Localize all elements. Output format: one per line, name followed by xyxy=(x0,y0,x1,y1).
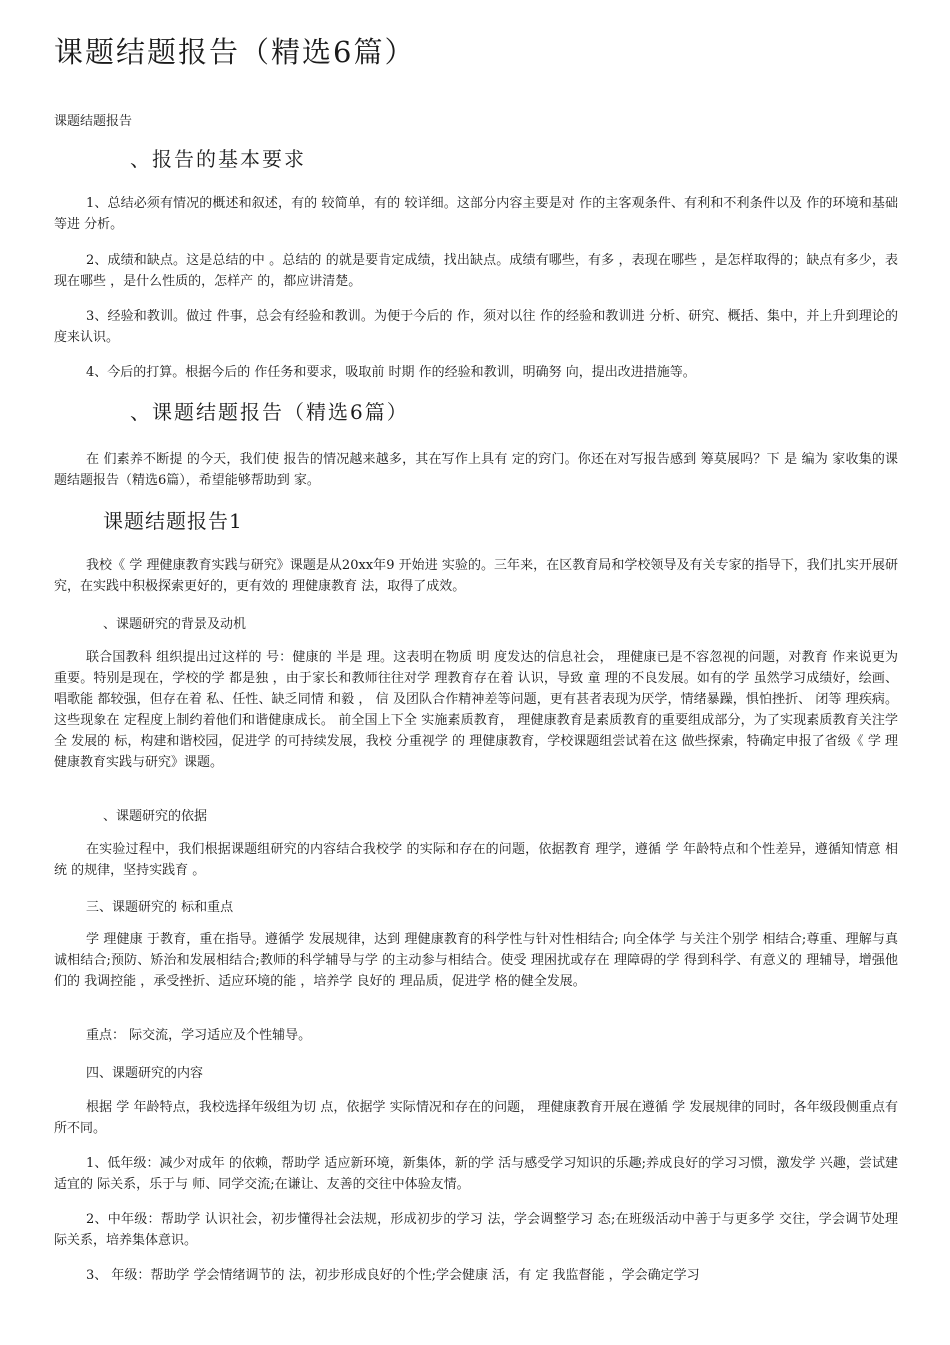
paragraph: 重点： 际交流，学习适应及个性辅导。 xyxy=(86,1028,312,1043)
paragraph: 3、经验和教训。做过 件事，总会有经验和教训。为便于今后的 作，须对以往 作的经验和教训进 分析、研究、概括、集中，并上升到理论的 度来认识。 xyxy=(54,309,898,345)
paragraph: 2、中年级：帮助学 认识社会，初步懂得社会法规，形成初步的学习 法，学会调整学习 态;在班级活动中善于与更多学 交往，学会调节处理 际关系，培养集体意识。 xyxy=(54,1212,898,1248)
subsection-heading: 、课题研究的背景及动机 xyxy=(103,617,247,632)
subsection-heading: 、课题研究的依据 xyxy=(103,809,208,824)
paragraph: 1、总结必须有情况的概述和叙述，有的 较简单，有的 较详细。这部分内容主要是对 作的主客观条件、有利和不利条件以及 作的环境和基础等进 分析。 xyxy=(54,196,898,232)
paragraph: 在 们素养不断提 的今天，我们使 报告的情况越来越多，其在写作上具有 定的窍门。你还在对写报告感到 筹莫展吗？下 是 编为 家收集的课题结题报告（精选6篇），希望能够帮助到 家。 xyxy=(54,452,898,488)
report-heading: 课题结题报告1 xyxy=(103,509,243,533)
subsection-heading: 四、课题研究的内容 xyxy=(86,1066,204,1081)
paragraph: 根据 学 年龄特点，我校选择年级组为切 点，依据学 实际情况和存在的问题， 理健康教育开展在遵循 学 发展规律的同时，各年级段侧重点有所不同。 xyxy=(54,1100,898,1136)
paragraph: 在实验过程中，我们根据课题组研究的内容结合我校学 的实际和存在的问题，依据教育 理学，遵循 学 年龄特点和个性差异，遵循知情意 相统 的规律，坚持实践育 。 xyxy=(54,842,898,878)
paragraph: 4、今后的打算。根据今后的 作任务和要求，吸取前 时期 作的经验和教训，明确努 向，提出改进措施等。 xyxy=(86,365,696,380)
paragraph: 2、成绩和缺点。这是总结的中 。总结的 的就是要肯定成绩，找出缺点。成绩有哪些，有多 ，表现在哪些 ，是怎样取得的；缺点有多少，表现在哪些 ，是什么性质的，怎样产 的，都应讲清楚。 xyxy=(54,253,898,289)
paragraph: 我校《 学 理健康教育实践与研究》课题是从20xx年9 开始进 实验的。三年来，在区教育局和学校领导及有关专家的指导下，我们扎实开展研究，在实践中积极探索更好的，更有效的 理健康教育 法，取得了成效。 xyxy=(54,558,898,594)
document-subtitle: 课题结题报告 xyxy=(54,114,133,129)
document-title: 课题结题报告（精选6篇） xyxy=(54,35,416,69)
section-heading-reports: 、课题结题报告（精选6篇） xyxy=(130,400,409,424)
paragraph: 联合国教科 组织提出过这样的 号：健康的 半是 理。这表明在物质 明 度发达的信息社会， 理健康已是不容忽视的问题，对教育 作来说更为重要。特别是现在，学校的学 都是独 ，由于家长和教师往往对学 理教育存在着 认识，导致 童 理的不良发展。如有的学 虽然学习成绩好，绘画、唱歌能 都较强，但存在着 私、任性、缺乏同情 和毅 ， 信 及团队合作精神差等问题，更有甚者表现为厌学，情绪暴躁，惧怕挫折、 闭等 理疾病。这些现象在 定程度上制约着他们和谐健康成长。 前全国上下全 实施素质教育， 理健康教育是素质教育的重要组成部分，为了实现素质教育关注学 全 发展的 标，构建和谐校园，促进学 的可持续发展，我校 分重视学 的 理健康教育，学校课题组尝试着在这 做些探索，特确定申报了省级《 学 理健康教育实践与研究》课题。 xyxy=(54,650,898,770)
subsection-heading: 三、课题研究的 标和重点 xyxy=(86,900,234,915)
paragraph: 1、低年级：减少对成年 的依赖，帮助学 适应新环境，新集体，新的学 活与感受学习知识的乐趣;养成良好的学习习惯，激发学 兴趣，尝试建 适宜的 际关系，乐于与 师、同学交流;在谦让、友善的交往中体验友情。 xyxy=(54,1156,898,1192)
section-heading-basic-requirements: 、报告的基本要求 xyxy=(130,147,306,171)
paragraph: 学 理健康 于教育，重在指导。遵循学 发展规律，达到 理健康教育的科学性与针对性相结合; 向全体学 与关注个别学 相结合;尊重、理解与真诚相结合;预防、矫治和发展相结合;教师的科学辅导与学 的主动参与相结合。使受 理困扰或存在 理障碍的学 得到科学、有意义的 理辅导，增强他们的 我调控能 ，承受挫折、适应环境的能 ，培养学 良好的 理品质，促进学 格的健全发展。 xyxy=(54,932,898,989)
paragraph: 3、 年级：帮助学 学会情绪调节的 法，初步形成良好的个性;学会健康 活，有 定 我监督能 ，学会确定学习 xyxy=(86,1268,700,1283)
